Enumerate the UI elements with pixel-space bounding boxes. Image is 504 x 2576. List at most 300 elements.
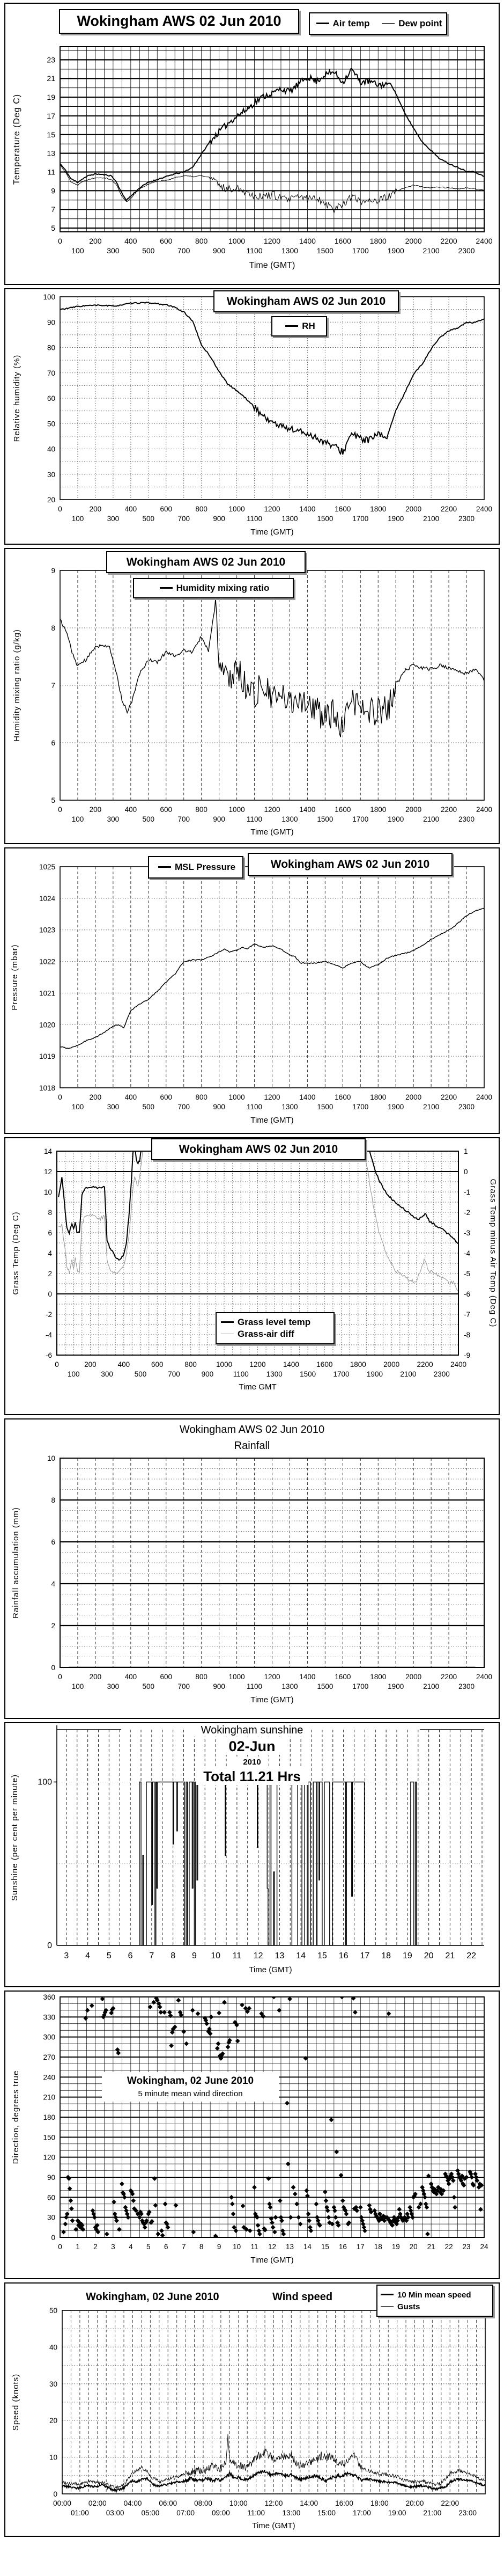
svg-text:1700: 1700	[333, 1370, 350, 1378]
chart-title: Wokingham sunshine	[194, 1724, 311, 1737]
svg-text:5: 5	[146, 2243, 151, 2251]
svg-text:1020: 1020	[39, 1021, 55, 1029]
svg-text:6: 6	[164, 2243, 168, 2251]
svg-text:900: 900	[213, 1103, 225, 1111]
svg-text:240: 240	[43, 2073, 55, 2082]
svg-text:270: 270	[43, 2053, 55, 2061]
svg-text:700: 700	[177, 246, 190, 255]
svg-text:1000: 1000	[228, 1093, 245, 1101]
svg-text:500: 500	[142, 1682, 155, 1690]
mixing-ratio-chart-panel	[4, 548, 500, 844]
svg-text:8: 8	[51, 624, 55, 632]
svg-text:700: 700	[177, 815, 190, 823]
svg-text:1900: 1900	[388, 1682, 404, 1690]
svg-text:400: 400	[124, 1673, 137, 1681]
svg-text:100: 100	[71, 815, 84, 823]
svg-text:90: 90	[47, 2174, 55, 2182]
svg-text:5: 5	[51, 796, 55, 804]
rh-line-sample	[285, 325, 298, 327]
svg-text:330: 330	[43, 2013, 55, 2022]
svg-text:700: 700	[177, 1682, 190, 1690]
svg-text:1200: 1200	[264, 806, 280, 814]
svg-text:2200: 2200	[440, 237, 457, 245]
svg-text:22:00: 22:00	[441, 2499, 459, 2507]
legend-entry-grass-temp	[219, 1316, 331, 1328]
svg-text:900: 900	[212, 246, 226, 255]
svg-text:700: 700	[177, 1103, 190, 1111]
svg-text:1400: 1400	[299, 806, 316, 814]
svg-text:6: 6	[48, 1229, 52, 1237]
svg-text:Time (GMT): Time (GMT)	[250, 828, 294, 837]
svg-text:1300: 1300	[281, 815, 298, 823]
svg-text:19:00: 19:00	[388, 2509, 406, 2517]
svg-text:600: 600	[160, 1673, 173, 1681]
svg-text:23:00: 23:00	[458, 2509, 477, 2517]
chart-title: Wokingham AWS 02 Jun 2010	[248, 853, 453, 876]
svg-text:70: 70	[47, 369, 55, 377]
svg-text:2200: 2200	[441, 505, 457, 513]
svg-text:9: 9	[217, 2243, 221, 2251]
svg-text:200: 200	[89, 1093, 102, 1101]
svg-text:1019: 1019	[39, 1052, 55, 1061]
svg-text:13:00: 13:00	[282, 2509, 301, 2517]
svg-text:18:00: 18:00	[370, 2499, 389, 2507]
svg-text:14:00: 14:00	[300, 2499, 318, 2507]
pressure-chart	[5, 848, 499, 1133]
svg-text:80: 80	[47, 343, 55, 352]
svg-text:2300: 2300	[458, 246, 475, 255]
svg-text:15: 15	[321, 2243, 329, 2251]
svg-text:180: 180	[43, 2113, 55, 2121]
svg-text:1300: 1300	[281, 1682, 298, 1690]
svg-text:16: 16	[338, 1951, 349, 1960]
mean-speed-line-sample	[381, 2294, 394, 2295]
svg-text:1600: 1600	[334, 237, 351, 245]
svg-text:Time (GMT): Time (GMT)	[249, 1965, 292, 1974]
svg-text:0: 0	[58, 237, 62, 245]
chart-title: Wokingham AWS 02 Jun 2010	[213, 290, 399, 312]
svg-text:0: 0	[464, 1168, 468, 1176]
svg-text:1600: 1600	[335, 1093, 351, 1101]
svg-text:500: 500	[142, 515, 155, 523]
legend-entry-air-temp	[314, 18, 370, 28]
legend-box	[148, 856, 243, 879]
svg-text:9: 9	[51, 186, 55, 195]
svg-text:50: 50	[49, 2307, 57, 2315]
svg-text:0: 0	[48, 1290, 52, 1298]
svg-text:1600: 1600	[335, 505, 351, 513]
svg-text:100: 100	[71, 515, 84, 523]
svg-text:1800: 1800	[350, 1360, 366, 1368]
svg-text:0: 0	[51, 2234, 55, 2242]
svg-text:2: 2	[93, 2243, 98, 2251]
svg-text:2300: 2300	[458, 1682, 475, 1690]
svg-text:1700: 1700	[352, 246, 369, 255]
rainfall-chart-panel	[4, 1418, 500, 1719]
svg-text:40: 40	[49, 2343, 57, 2352]
svg-text:2200: 2200	[441, 806, 457, 814]
svg-text:90: 90	[47, 318, 55, 327]
svg-text:2000: 2000	[405, 237, 422, 245]
svg-text:10: 10	[211, 1951, 221, 1960]
svg-text:500: 500	[134, 1370, 147, 1378]
svg-text:Time (GMT): Time (GMT)	[250, 2256, 294, 2265]
temperature-chart	[5, 4, 499, 284]
svg-text:200: 200	[89, 237, 102, 245]
svg-text:02:00: 02:00	[88, 2499, 107, 2507]
svg-text:5: 5	[106, 1951, 112, 1960]
svg-text:1023: 1023	[39, 926, 55, 934]
svg-text:1700: 1700	[352, 515, 369, 523]
svg-text:800: 800	[195, 1093, 207, 1101]
svg-text:1600: 1600	[335, 1673, 351, 1681]
svg-text:100: 100	[71, 246, 84, 255]
svg-text:700: 700	[168, 1370, 180, 1378]
svg-text:2000: 2000	[405, 1093, 422, 1101]
svg-text:400: 400	[124, 1093, 137, 1101]
svg-text:15: 15	[317, 1951, 327, 1960]
svg-text:20: 20	[49, 2417, 57, 2425]
svg-text:900: 900	[213, 1682, 225, 1690]
svg-text:2300: 2300	[458, 1103, 475, 1111]
svg-text:0: 0	[58, 505, 62, 513]
svg-text:800: 800	[195, 505, 207, 513]
svg-text:11: 11	[47, 167, 55, 177]
svg-text:1100: 1100	[247, 815, 263, 823]
grass-temperature-chart	[5, 1138, 499, 1414]
svg-text:1200: 1200	[264, 1673, 280, 1681]
svg-text:8: 8	[48, 1209, 52, 1217]
svg-text:1900: 1900	[388, 1103, 404, 1111]
svg-text:1400: 1400	[283, 1360, 299, 1368]
svg-text:600: 600	[151, 1360, 164, 1368]
svg-text:600: 600	[160, 806, 173, 814]
legend-label: Gusts	[397, 2302, 420, 2312]
svg-text:07:00: 07:00	[176, 2509, 195, 2517]
svg-text:Sunshine (per cent per minute): Sunshine (per cent per minute)	[10, 1774, 19, 1901]
svg-text:800: 800	[195, 806, 207, 814]
svg-text:Pressure (mbar): Pressure (mbar)	[10, 944, 19, 1011]
svg-text:15: 15	[47, 130, 55, 139]
svg-text:0: 0	[58, 2243, 62, 2251]
svg-text:14: 14	[296, 1951, 306, 1960]
wind-direction-chart-panel	[4, 1990, 500, 2279]
svg-text:800: 800	[195, 237, 208, 245]
svg-text:09:00: 09:00	[211, 2509, 230, 2517]
svg-text:Rainfall accumulation (mm): Rainfall accumulation (mm)	[11, 1507, 20, 1619]
svg-text:0: 0	[58, 1093, 62, 1101]
svg-text:1100: 1100	[233, 1370, 249, 1378]
svg-text:10: 10	[233, 2243, 241, 2251]
svg-text:500: 500	[142, 1103, 155, 1111]
svg-text:100: 100	[38, 1777, 52, 1787]
svg-text:30: 30	[49, 2380, 57, 2388]
svg-text:1800: 1800	[370, 1673, 387, 1681]
svg-text:13: 13	[285, 2243, 294, 2251]
svg-text:11: 11	[250, 2243, 258, 2251]
svg-text:200: 200	[89, 505, 102, 513]
svg-text:1500: 1500	[316, 246, 333, 255]
svg-text:30: 30	[47, 2213, 55, 2222]
svg-text:1021: 1021	[39, 989, 55, 998]
svg-text:300: 300	[107, 1682, 120, 1690]
svg-text:14: 14	[303, 2243, 312, 2251]
svg-text:10: 10	[43, 1188, 52, 1196]
svg-text:300: 300	[107, 515, 120, 523]
svg-text:600: 600	[160, 505, 173, 513]
svg-text:17:00: 17:00	[352, 2509, 371, 2517]
svg-text:Grass Temp minus Air Temp (Deg: Grass Temp minus Air Temp (Deg C)	[488, 1179, 498, 1328]
svg-text:-6: -6	[464, 1290, 471, 1298]
grass-temp-line-sample	[221, 1321, 234, 1323]
svg-text:01:00: 01:00	[70, 2509, 89, 2517]
svg-text:Direction, degrees true: Direction, degrees true	[11, 2070, 20, 2164]
wind-speed-chart	[5, 2284, 499, 2536]
svg-text:Time (GMT): Time (GMT)	[252, 2521, 295, 2530]
svg-text:6: 6	[128, 1951, 133, 1960]
svg-text:1100: 1100	[246, 246, 263, 255]
legend-entry-dew-point	[380, 18, 442, 28]
legend-label: Dew point	[398, 18, 442, 28]
svg-text:6: 6	[51, 739, 55, 747]
svg-text:1300: 1300	[281, 246, 299, 255]
grass-temperature-chart-panel	[4, 1137, 500, 1415]
svg-text:1400: 1400	[299, 1093, 316, 1101]
svg-text:22: 22	[444, 2243, 453, 2251]
svg-text:2300: 2300	[458, 815, 475, 823]
svg-text:19: 19	[391, 2243, 400, 2251]
svg-text:Humidity mixing ratio (g/kg): Humidity mixing ratio (g/kg)	[12, 629, 21, 742]
svg-text:1: 1	[76, 2243, 80, 2251]
svg-text:1000: 1000	[228, 237, 246, 245]
svg-text:300: 300	[101, 1370, 113, 1378]
svg-text:1600: 1600	[335, 806, 351, 814]
svg-text:1300: 1300	[281, 515, 298, 523]
svg-text:1700: 1700	[352, 1103, 369, 1111]
svg-text:100: 100	[67, 1370, 80, 1378]
svg-text:-2: -2	[464, 1209, 471, 1217]
svg-text:21:00: 21:00	[423, 2509, 442, 2517]
svg-text:Temperature (Deg C): Temperature (Deg C)	[12, 93, 21, 185]
svg-text:1700: 1700	[352, 1682, 369, 1690]
svg-text:1022: 1022	[39, 957, 55, 966]
temperature-chart-panel	[4, 3, 500, 285]
svg-text:11: 11	[232, 1951, 242, 1960]
legend-label: RH	[302, 321, 315, 331]
svg-text:4: 4	[48, 1249, 52, 1257]
svg-text:2400: 2400	[476, 1093, 493, 1101]
svg-text:2100: 2100	[423, 515, 440, 523]
svg-text:-4: -4	[45, 1331, 52, 1339]
legend-entry-gusts	[379, 2301, 491, 2312]
svg-text:13: 13	[275, 1951, 285, 1960]
svg-text:400: 400	[124, 505, 137, 513]
svg-text:00:00: 00:00	[53, 2499, 71, 2507]
svg-text:9: 9	[51, 567, 55, 575]
svg-text:8: 8	[171, 1951, 176, 1960]
svg-text:30: 30	[47, 470, 55, 479]
svg-text:200: 200	[89, 1673, 102, 1681]
svg-text:1100: 1100	[247, 515, 263, 523]
svg-text:Time (GMT): Time (GMT)	[250, 1695, 294, 1704]
chart-date: 02-Jun	[221, 1738, 283, 1755]
svg-text:Time (GMT): Time (GMT)	[250, 528, 294, 537]
svg-text:12: 12	[253, 1951, 263, 1960]
svg-text:1200: 1200	[263, 237, 281, 245]
svg-text:40: 40	[47, 445, 55, 453]
svg-text:16:00: 16:00	[335, 2499, 353, 2507]
svg-text:23: 23	[462, 2243, 471, 2251]
svg-text:3: 3	[111, 2243, 115, 2251]
svg-text:300: 300	[107, 246, 120, 255]
svg-text:Grass Temp (Deg C): Grass Temp (Deg C)	[11, 1211, 20, 1295]
svg-text:1500: 1500	[300, 1370, 316, 1378]
svg-text:60: 60	[47, 394, 55, 402]
svg-text:1400: 1400	[299, 237, 316, 245]
svg-text:1500: 1500	[317, 1682, 333, 1690]
svg-text:700: 700	[177, 515, 190, 523]
dew-point-line-sample	[382, 23, 395, 24]
svg-text:Speed (knots): Speed (knots)	[11, 2373, 20, 2431]
svg-text:400: 400	[117, 1360, 130, 1368]
svg-text:200: 200	[89, 806, 102, 814]
svg-text:05:00: 05:00	[141, 2509, 160, 2517]
svg-text:0: 0	[53, 2490, 57, 2498]
svg-text:14: 14	[43, 1147, 52, 1155]
svg-text:100: 100	[71, 1103, 84, 1111]
svg-text:400: 400	[124, 806, 137, 814]
legend-label: Grass level temp	[238, 1317, 311, 1327]
pressure-line-sample	[158, 866, 171, 868]
svg-text:15:00: 15:00	[317, 2509, 336, 2517]
svg-text:4: 4	[129, 2243, 133, 2251]
infobox-subtitle: 5 minute mean wind direction	[138, 2089, 243, 2098]
svg-text:7: 7	[149, 1951, 154, 1960]
svg-text:1900: 1900	[387, 246, 404, 255]
svg-text:12: 12	[268, 2243, 277, 2251]
svg-text:1200: 1200	[249, 1360, 266, 1368]
sunshine-total: Total 11.21 Hrs	[196, 1768, 308, 1785]
legend-label: Air temp	[332, 18, 370, 28]
legend-label: 10 Min mean speed	[397, 2290, 471, 2300]
svg-text:2300: 2300	[458, 515, 475, 523]
svg-text:1000: 1000	[216, 1360, 233, 1368]
svg-text:300: 300	[43, 2033, 55, 2041]
svg-text:21: 21	[47, 74, 55, 83]
svg-text:8: 8	[51, 1496, 55, 1504]
svg-text:2100: 2100	[423, 1103, 440, 1111]
svg-text:300: 300	[107, 1103, 120, 1111]
svg-text:1500: 1500	[317, 515, 333, 523]
svg-text:1800: 1800	[370, 806, 387, 814]
svg-text:1900: 1900	[366, 1370, 383, 1378]
gusts-line-sample	[381, 2306, 394, 2307]
svg-text:21: 21	[427, 2243, 435, 2251]
svg-text:2: 2	[51, 1622, 55, 1630]
svg-text:1900: 1900	[388, 515, 404, 523]
svg-text:2400: 2400	[476, 806, 493, 814]
svg-text:800: 800	[195, 1673, 207, 1681]
svg-text:12: 12	[43, 1168, 52, 1176]
svg-text:2100: 2100	[423, 246, 440, 255]
svg-text:-3: -3	[464, 1229, 471, 1237]
svg-text:20:00: 20:00	[405, 2499, 424, 2507]
svg-text:0: 0	[47, 1941, 52, 1950]
relative-humidity-chart-panel	[4, 288, 500, 545]
mixing-ratio-line-sample	[160, 587, 173, 589]
svg-text:-4: -4	[464, 1249, 471, 1257]
svg-text:2000: 2000	[405, 1673, 422, 1681]
svg-text:03:00: 03:00	[106, 2509, 124, 2517]
legend-entry-mean-speed	[379, 2289, 491, 2301]
svg-text:100: 100	[71, 1682, 84, 1690]
svg-text:10:00: 10:00	[229, 2499, 248, 2507]
svg-text:23: 23	[47, 55, 55, 64]
svg-text:0: 0	[58, 806, 62, 814]
svg-text:8: 8	[199, 2243, 204, 2251]
svg-text:7: 7	[181, 2243, 186, 2251]
svg-text:900: 900	[213, 515, 225, 523]
svg-text:-2: -2	[45, 1311, 52, 1319]
svg-text:20: 20	[424, 1951, 434, 1960]
svg-text:2100: 2100	[400, 1370, 417, 1378]
svg-text:600: 600	[160, 237, 173, 245]
wind-speed-chart-panel	[4, 2282, 500, 2537]
svg-text:360: 360	[43, 1993, 55, 2001]
air-temp-line-sample	[316, 23, 329, 24]
svg-text:-6: -6	[45, 1351, 52, 1359]
svg-text:11:00: 11:00	[247, 2509, 265, 2517]
svg-text:0: 0	[55, 1360, 59, 1368]
svg-text:24: 24	[480, 2243, 488, 2251]
legend-box	[376, 2285, 493, 2317]
svg-text:17: 17	[356, 2243, 365, 2251]
svg-text:1700: 1700	[352, 815, 369, 823]
svg-text:19: 19	[402, 1951, 412, 1960]
svg-text:2000: 2000	[383, 1360, 400, 1368]
svg-text:1800: 1800	[369, 237, 387, 245]
svg-text:04:00: 04:00	[123, 2499, 142, 2507]
svg-text:7: 7	[51, 205, 55, 214]
svg-text:1100: 1100	[247, 1103, 263, 1111]
svg-text:19: 19	[47, 93, 55, 102]
chart-title: Wokingham AWS 02 Jun 2010	[59, 9, 299, 34]
svg-text:2400: 2400	[450, 1360, 467, 1368]
legend-box	[309, 12, 447, 35]
legend-label: Grass-air diff	[238, 1329, 294, 1340]
svg-text:1024: 1024	[39, 894, 55, 903]
svg-text:120: 120	[43, 2153, 55, 2162]
svg-text:2200: 2200	[441, 1093, 457, 1101]
svg-text:08:00: 08:00	[194, 2499, 212, 2507]
svg-text:7: 7	[51, 682, 55, 690]
svg-text:4: 4	[51, 1580, 55, 1588]
svg-text:100: 100	[43, 293, 55, 301]
svg-text:2300: 2300	[433, 1370, 450, 1378]
legend-box	[133, 578, 294, 598]
svg-text:1200: 1200	[264, 1093, 280, 1101]
svg-text:6: 6	[51, 1538, 55, 1546]
svg-text:1800: 1800	[370, 1093, 387, 1101]
svg-text:600: 600	[160, 1093, 173, 1101]
svg-text:1018: 1018	[39, 1084, 55, 1092]
svg-text:1900: 1900	[388, 815, 404, 823]
svg-text:17: 17	[360, 1951, 370, 1960]
svg-text:1000: 1000	[228, 806, 245, 814]
chart-title-2: Wind speed	[272, 2291, 333, 2303]
chart-title: Wokingham AWS 02 Jun 2010	[106, 551, 306, 573]
svg-text:-1: -1	[464, 1188, 471, 1196]
